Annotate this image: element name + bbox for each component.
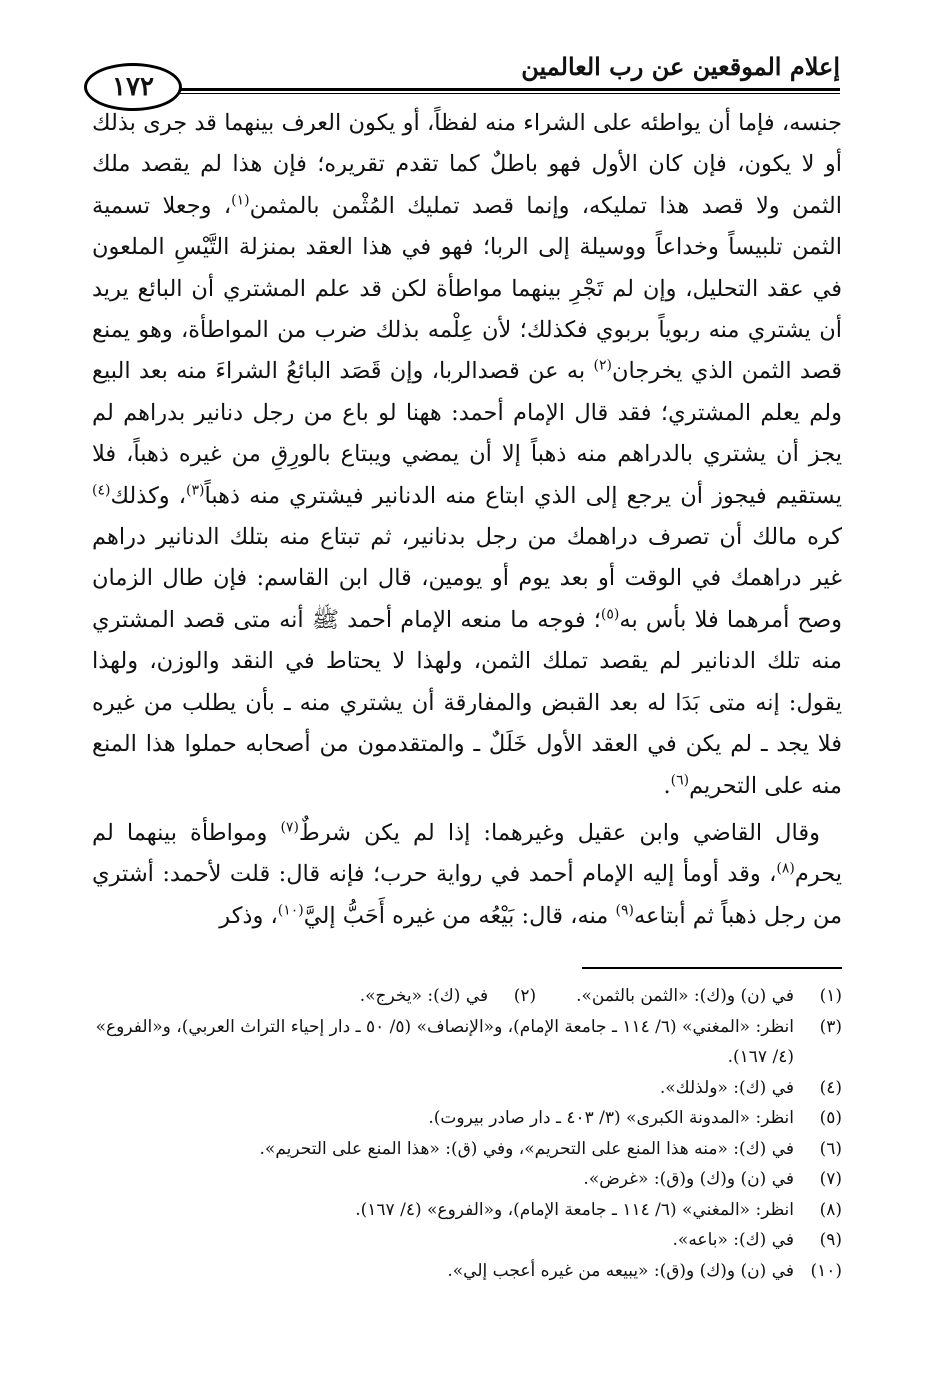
footnote-marker[interactable]: (٣) — [186, 482, 205, 499]
paragraph — [92, 103, 842, 807]
footnote-marker[interactable]: (١٠) — [277, 902, 304, 919]
text-run: ، وذكر — [219, 902, 278, 929]
text-run: منه، قال: بَيْعُه من غيره أَحَبُّ إليَّ — [303, 902, 616, 929]
text-run: ومواطأة بينهما لم يحرم — [92, 819, 842, 888]
footnote-number: (٦) — [819, 1138, 842, 1159]
footnote-number: (٨) — [819, 1199, 842, 1220]
footnote-2 — [360, 981, 536, 1012]
footnote-text: في (ك): «يخرج». — [359, 986, 489, 1006]
footnote-number: (١) — [819, 986, 842, 1006]
footnote-3 — [92, 1012, 842, 1073]
footnote-row — [92, 981, 842, 1012]
footnote-text: في (ن) و(ك) و(ق): «يبيعه من غيره أعجب إلي». — [447, 1260, 794, 1281]
footnote-text: في (ك): «ولذلك». — [659, 1077, 794, 1098]
text-run: . — [663, 772, 671, 799]
footnote-separator — [582, 967, 842, 969]
text-run: ، وجعلا تسمية الثمن تلبيساً وخداعاً ووسيلة إلى الربا؛ فهو في هذا العقد بمنزلة التَّيْسِ الملعون في عقد التحليل، وإن لم تَجْرِ بينهما مواطأة لكن قد علم المشتري أن البائع يريد أن يشتري منه ربوياً بربوي فكذلك؛ لأن عِلْمه بذلك ضرب من المواطأة، وهو يمنع قصد الثمن الذي يخرجان — [92, 192, 842, 385]
footnote-10 — [92, 1256, 842, 1287]
footnote-marker[interactable]: (٢) — [593, 357, 612, 374]
footnote-text: في (ك): «باعه». — [672, 1230, 794, 1250]
text-run: ؛ فوجه ما منعه الإمام أحمد ﷺ أنه متى قصد المشتري منه تلك الدنانير لم يقصد تملك الثمن، ولهذا لا يحتاط في النقد والوزن، ولهذا يقول: إنه متى بَدَا له بعد القبض والمفارقة أن يشتري منه ـ بأن يطلب من غيره فلا يجد ـ لم يكن في العقد الأول خَلَلٌ ـ والمتقدمون من أصحابه حملوا هذا المنع منه على التحريم — [92, 606, 842, 799]
footnote-marker[interactable]: (٩) — [615, 902, 634, 919]
footnote-marker[interactable]: (٤) — [92, 482, 111, 499]
footnote-number: (٧) — [819, 1169, 842, 1189]
footnote-number: (٩) — [819, 1230, 842, 1250]
footnote-marker[interactable]: (٧) — [280, 819, 299, 836]
footnote-text: انظر: «المغني» (٦/ ١١٤ ـ جامعة الإمام)، و«الفروع» (٤/ ١٦٧). — [355, 1199, 794, 1220]
footnote-marker[interactable]: (٦) — [670, 772, 690, 788]
header-rule-thin — [150, 93, 840, 94]
page-header — [90, 40, 840, 102]
footnote-number: (٣) — [819, 1016, 842, 1037]
page-number: ١٧٢ — [84, 63, 182, 111]
footnote-text: انظر: «المدونة الكبرى» (٣/ ٤٠٣ ـ دار صادر بيروت). — [428, 1108, 794, 1128]
footnote-marker[interactable]: (٥) — [600, 606, 620, 623]
footnote-text: في (ن) و(ك) و(ق): «غرض». — [583, 1169, 794, 1189]
main-text — [92, 103, 842, 937]
footnote-text: انظر: «المغني» (٦/ ١١٤ ـ جامعة الإمام)، و«الإنصاف» (٥/ ٥٠ ـ دار إحياء التراث العربي)، و«الفروع» (٤/ ١٦٧). — [95, 1016, 794, 1067]
footnote-number: (٤) — [819, 1077, 842, 1098]
footnote-text: في (ك): «منه هذا المنع على التحريم»، وفي (ق): «هذا المنع على التحريم». — [259, 1138, 794, 1159]
text-run: جنسه، فإما أن يواطئه على الشراء منه لفظاً، أو يكون العرف بينهما قد جرى بذلك أو لا يكون، فإن كان الأول فهو باطلٌ كما تقدم تقريره؛ فإن هذا لم يقصد ملك الثمن ولا قصد هذا تمليكه، وإنما قصد تمليك المُثْمن بالمثمن — [92, 110, 842, 219]
header-rule — [150, 88, 840, 91]
text-run: وقال القاضي وابن عقيل وغيرهما: إذا لم يكن شرطٌ — [298, 819, 820, 846]
footnotes — [92, 981, 842, 1286]
footnote-4 — [92, 1073, 842, 1104]
footnote-marker[interactable]: (٨) — [776, 860, 795, 877]
text-run: ، وقد أومأ إليه الإمام أحمد في رواية حرب؛ فإنه قال: قلت لأحمد: أشتري من رجل ذهباً ثم أبتاعه — [92, 861, 842, 929]
footnote-marker[interactable]: (١) — [231, 192, 250, 209]
footnote-1 — [576, 981, 842, 1012]
footnote-text: في (ن) و(ك): «الثمن بالثمن». — [576, 986, 794, 1006]
text-run: ، وكذلك — [110, 482, 187, 509]
footnote-5 — [92, 1103, 842, 1134]
footnote-number: (٥) — [819, 1108, 842, 1128]
footnote-number: (٢) — [513, 986, 537, 1006]
footnote-number: (١٠) — [810, 1260, 842, 1281]
text-run: به عن قصدالربا، وإن قَصَد البائعُ الشراءَ منه بعد البيع ولم يعلم المشتري؛ فقد قال الإمام أحمد: ههنا لو باع من رجل دنانير بدراهم لم يجز أن يشتري بالدراهم منه ذهباً إلا أن يمضي ويبتاع بالورِقِ من غيره ذهباً، فلا يستقيم فيجوز أن يرجع إلى الذي ابتاع منه الدنانير فيشتري منه ذهباً — [92, 358, 842, 509]
footnote-9 — [92, 1225, 842, 1256]
book-title: إعلام الموقعين عن رب العالمين — [521, 52, 840, 81]
footnote-7 — [92, 1164, 842, 1195]
footnote-6 — [92, 1134, 842, 1165]
text-run: كره مالك أن تصرف دراهمك من رجل بدنانير، ثم تبتاع منه بتلك الدنانير دراهم غير دراهمك في الوقت أو بعد يوم أو يومين، قال ابن القاسم: فإن طال الزمان وصح أمرهما فلا بأس به — [92, 524, 842, 633]
footnote-8 — [92, 1195, 842, 1226]
paragraph — [92, 813, 842, 937]
